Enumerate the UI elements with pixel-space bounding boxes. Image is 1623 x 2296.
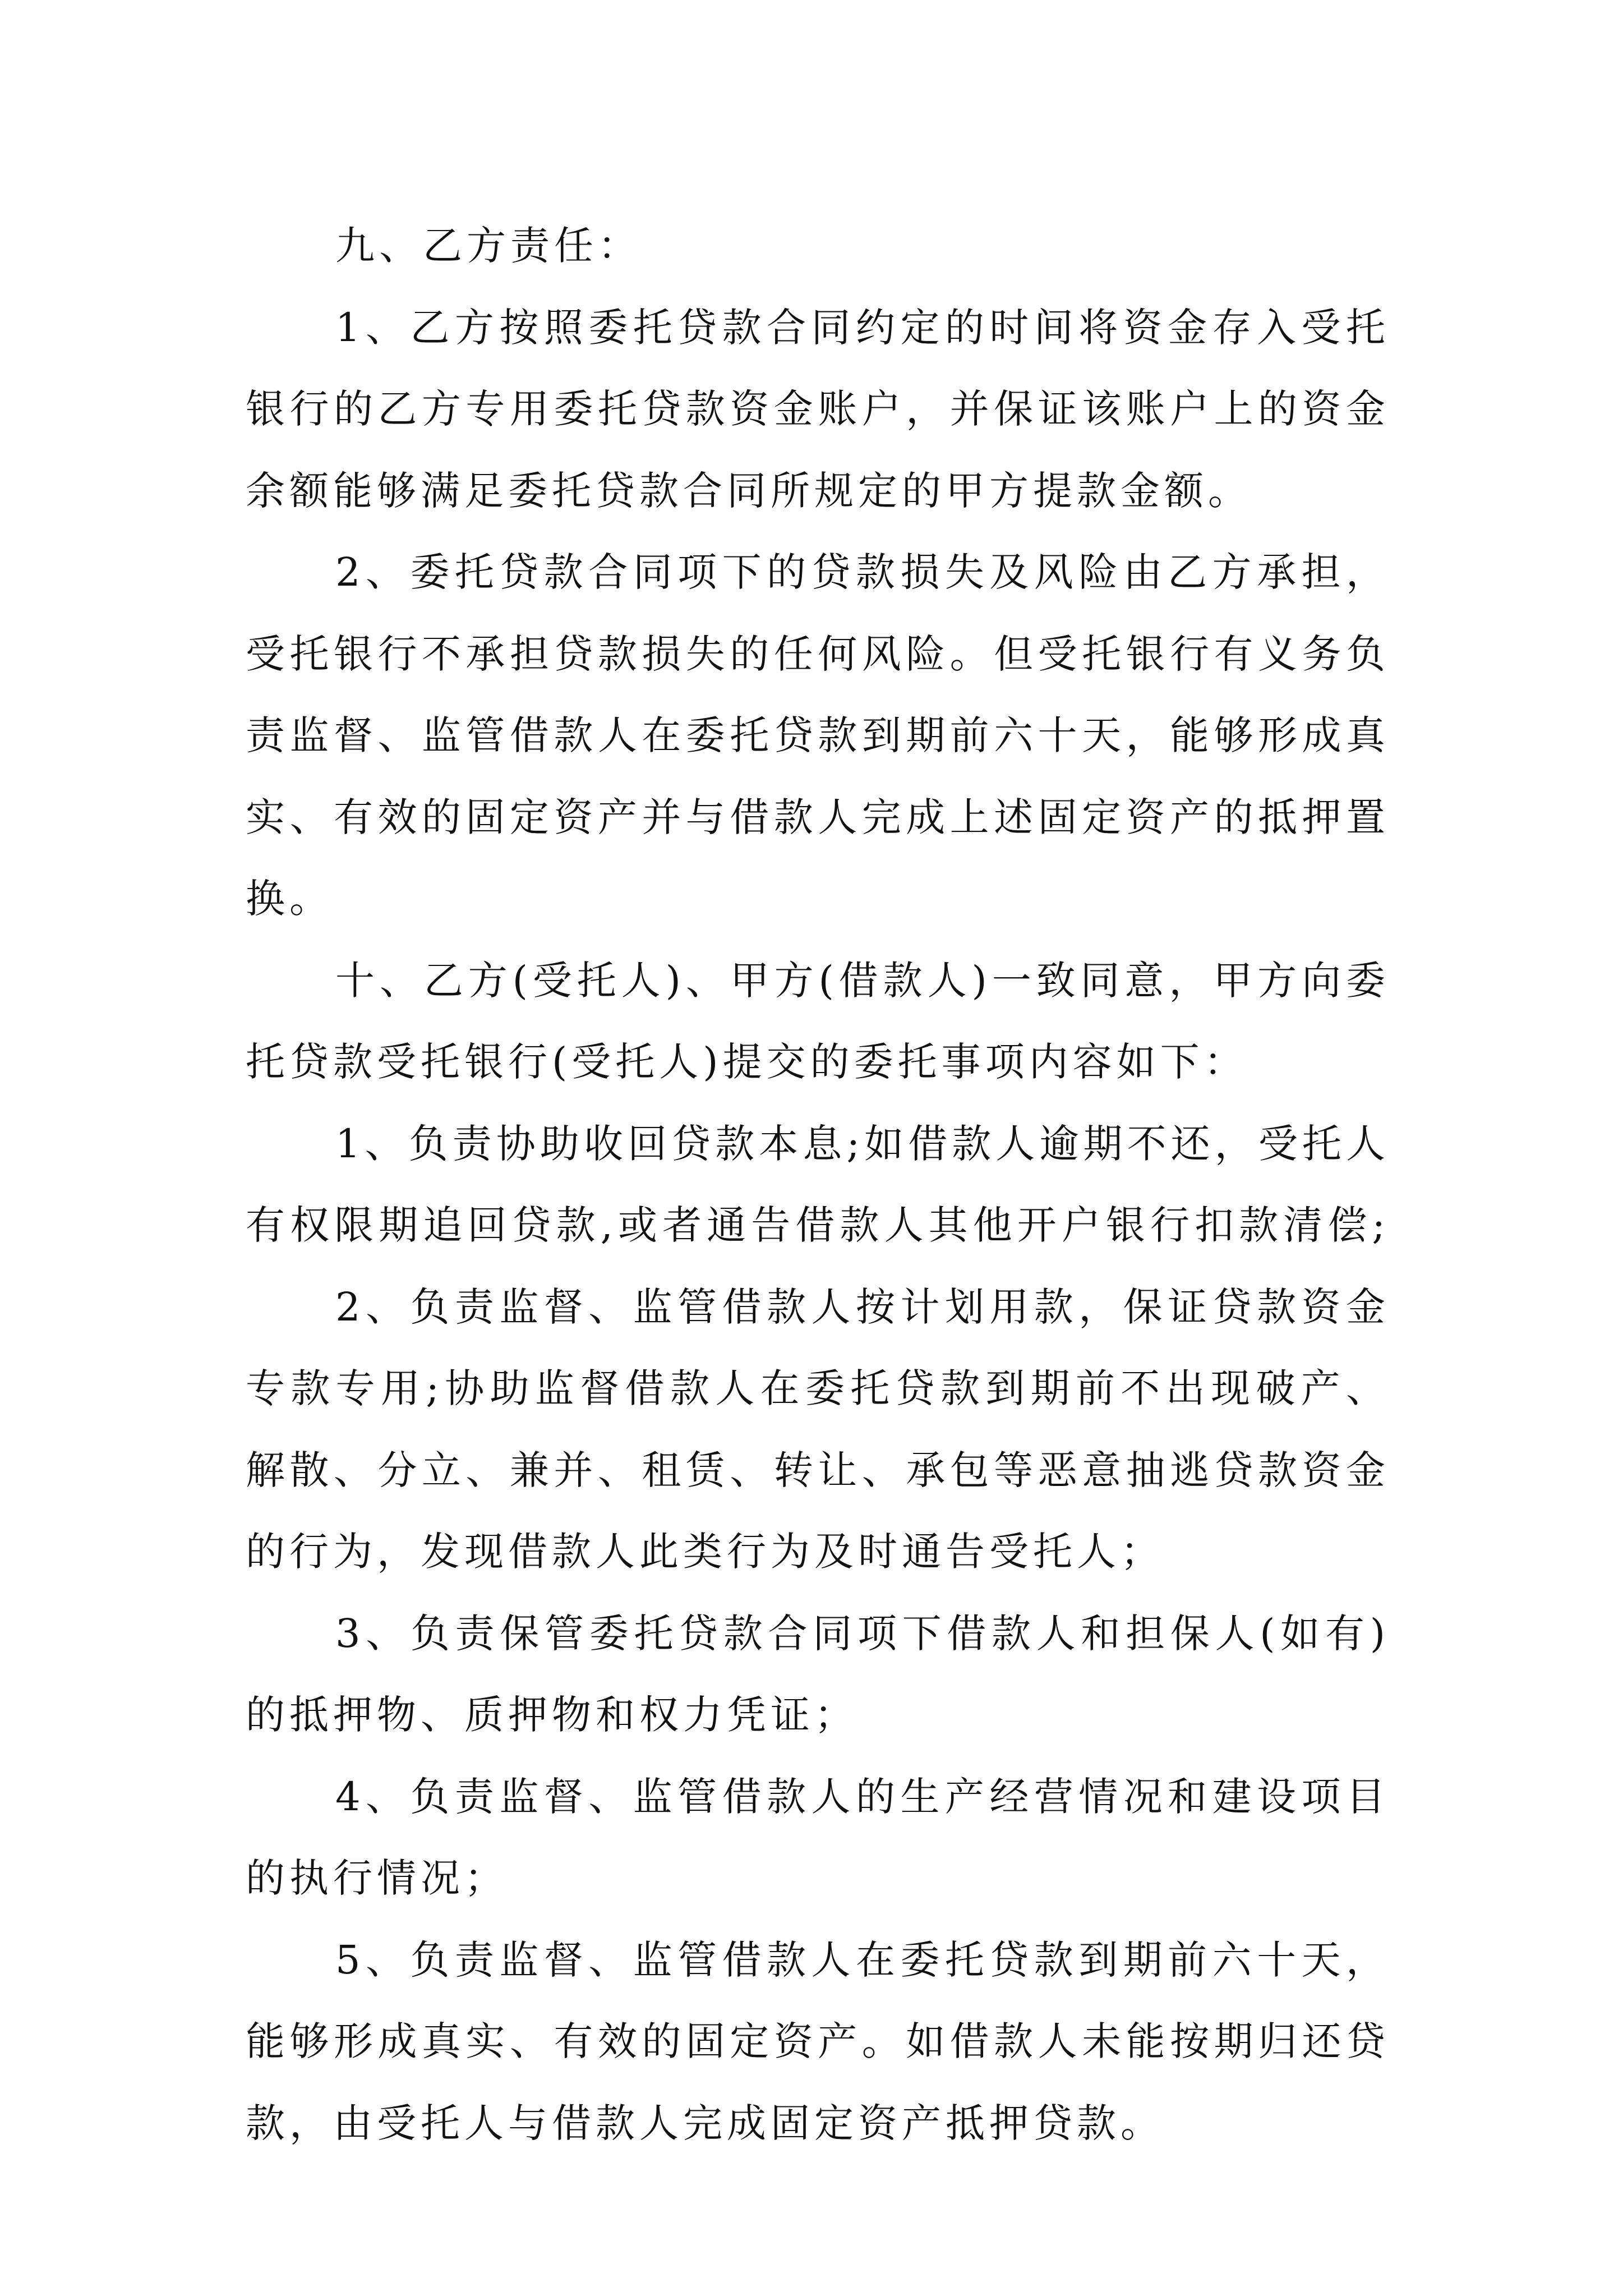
paragraph-section-10-item-4 [246,1756,1390,1920]
text-line: 换。 [246,876,333,922]
paragraph-section-10-item-1 [246,1103,1390,1267]
text-line: 的抵押物、质押物和权力凭证； [246,1692,858,1738]
paragraph-section-9-item-1 [246,287,1390,532]
paragraph-section-10-item-5 [246,1920,1390,2165]
paragraph-section-10-item-3 [246,1593,1390,1756]
text-line: 有权限期追回贷款,或者通告借款人其他开户银行扣款清偿; [246,1202,1390,1248]
paragraph-section-10-heading [246,940,1390,1103]
text-line: 能够形成真实、有效的固定资产。如借款人未能按期归还贷 [246,2018,1390,2064]
text-line: 2、委托贷款合同项下的贷款损失及风险由乙方承担， [335,549,1390,595]
text-line: 银行的乙方专用委托贷款资金账户，并保证该账户上的资金 [246,386,1390,432]
text-line: 十、乙方(受托人)、甲方(借款人)一致同意，甲方向委 [335,957,1390,1004]
text-line: 的行为，发现借款人此类行为及时通告受托人； [246,1529,1164,1575]
text-line: 款，由受托人与借款人完成固定资产抵押贷款。 [246,2100,1164,2146]
text-line: 专款专用;协助监督借款人在委托贷款到期前不出现破产、 [246,1365,1390,1411]
text-line: 受托银行不承担贷款损失的任何风险。但受托银行有义务负 [246,631,1390,677]
paragraph-section-10-item-2 [246,1267,1390,1593]
text-line: 1、负责协助收回贷款本息;如借款人逾期不还，受托人 [335,1120,1390,1167]
paragraph-section-9-item-2 [246,532,1390,940]
text-line: 的执行情况； [246,1855,508,1901]
paragraph-section-9-heading [246,205,1390,287]
text-line: 托贷款受托银行(受托人)提交的委托事项内容如下： [246,1039,1248,1085]
text-line: 解散、分立、兼并、租赁、转让、承包等恶意抽逃贷款资金 [246,1447,1390,1493]
text-line: 余额能够满足委托贷款合同所规定的甲方提款金额。 [246,467,1252,514]
text-line: 3、负责保管委托贷款合同项下借款人和担保人(如有) [335,1610,1390,1657]
text-line: 九、乙方责任： [335,223,642,269]
document-body [246,205,1390,2164]
text-line: 2、负责监督、监管借款人按计划用款，保证贷款资金 [335,1283,1390,1330]
text-line: 1、乙方按照委托贷款合同约定的时间将资金存入受托 [335,304,1390,351]
text-line: 4、负责监督、监管借款人的生产经营情况和建设项目 [335,1773,1390,1820]
text-line: 责监督、监管借款人在委托贷款到期前六十天，能够形成真 [246,712,1390,758]
text-line: 实、有效的固定资产并与借款人完成上述固定资产的抵押置 [246,794,1390,840]
text-line: 5、负责监督、监管借款人在委托贷款到期前六十天， [335,1936,1390,1983]
